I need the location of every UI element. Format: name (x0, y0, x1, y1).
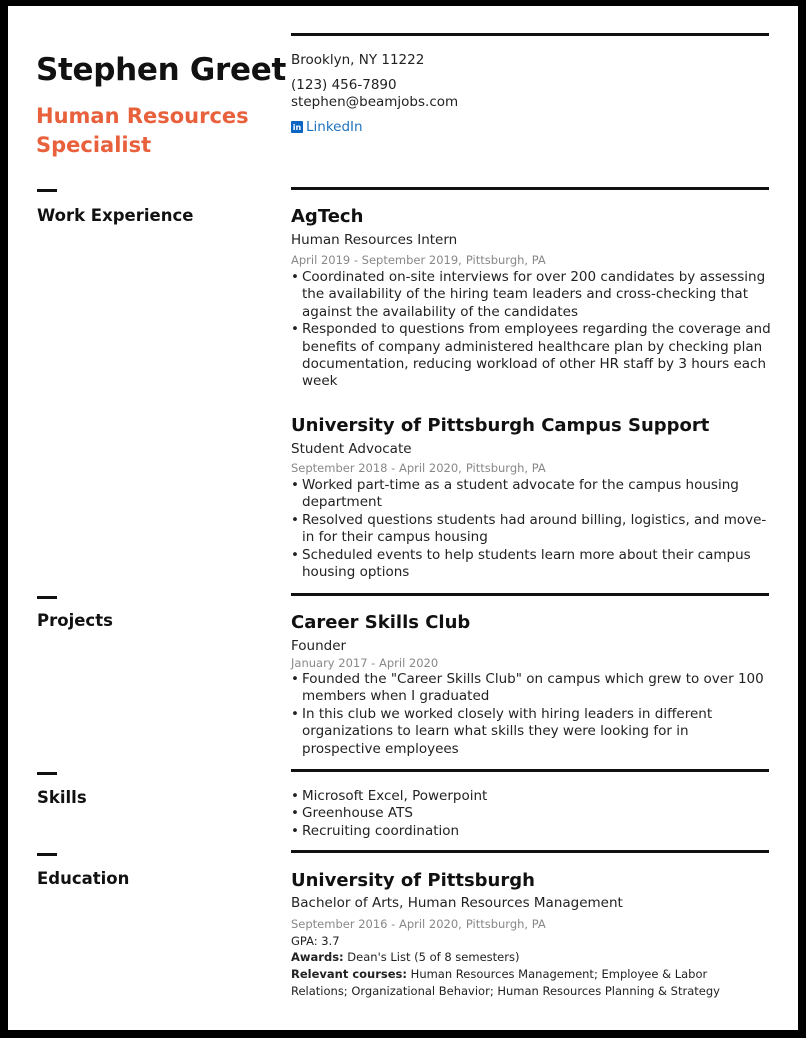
linkedin-link[interactable] (291, 119, 363, 135)
section-heading-projects: Projects (37, 611, 113, 630)
awards-label: Awards: (291, 950, 344, 964)
bullet-mark: • (291, 321, 299, 338)
section-rule-work (291, 187, 769, 190)
section-rule-education (291, 850, 769, 853)
header-rule (291, 33, 769, 36)
bullet-mark: • (291, 477, 299, 493)
list-item: • Worked part-time as a student advocate for the campus housing department (291, 477, 739, 511)
job-dates: September 2018 - April 2020 (291, 461, 459, 475)
education-meta: September 2016 - April 2020, Pittsburgh, PA (291, 917, 546, 931)
candidate-title: Human Resources Specialist (36, 104, 249, 157)
job-role: Human Resources Intern (291, 232, 458, 248)
courses-value: Human Resources Management; Employee & Labor Relations; Organizational Behavior; Human Resources Planning & Strategy (291, 967, 720, 998)
list-item: • Coordinated on-site interviews for over 200 candidates by assessing the availability of the hiring team leaders and cross-checking that against the availability of the candidates (291, 269, 766, 320)
section-heading-education: Education (37, 869, 130, 888)
bullet-mark: • (291, 805, 299, 822)
bullet-mark: • (291, 822, 299, 839)
section-dash-projects (37, 596, 57, 599)
section-dash-work (37, 189, 57, 192)
list-item: • In this club we worked closely with hiring leaders in different organizations to learn what skills they were looking for in prospective employees (291, 705, 713, 757)
section-heading-work: Work Experience (37, 206, 194, 225)
awards-line (291, 950, 519, 964)
job-dates: April 2019 - September 2019 (291, 253, 459, 267)
education-dates: September 2016 - April 2020 (291, 917, 459, 931)
section-rule-projects (291, 593, 769, 596)
contact-phone: (123) 456-7890 (291, 77, 397, 93)
job-org: AgTech (291, 206, 364, 227)
job-location: Pittsburgh, PA (465, 461, 546, 475)
list-item: • Recruiting coordination (291, 822, 460, 839)
list-item: • Responded to questions from employees regarding the coverage and benefits of company administered healthcare plan by checking plan documentation, reducing workload of other HR staff by 3 hours each week (291, 321, 771, 390)
section-dash-skills (37, 772, 57, 775)
degree: Bachelor of Arts (291, 895, 400, 911)
candidate-name: Stephen Greet (36, 52, 287, 88)
job-org: University of Pittsburgh Campus Support (291, 415, 710, 436)
skills-list (291, 788, 771, 840)
job-meta: September 2018 - April 2020, Pittsburgh, PA (291, 461, 546, 475)
job-bullets (291, 477, 771, 581)
contact-email[interactable]: stephen@beamjobs.com (291, 94, 459, 110)
job-location: Pittsburgh, PA (465, 253, 546, 267)
courses-label: Relevant courses: (291, 967, 408, 981)
linkedin-icon: in (292, 122, 302, 132)
gpa: GPA: 3.7 (291, 934, 340, 948)
list-item: • Resolved questions students had around billing, logistics, and move-in for their campus housing (291, 511, 767, 546)
section-heading-skills: Skills (37, 788, 87, 807)
linkedin-label: LinkedIn (306, 119, 363, 135)
bullet-mark: • (291, 546, 299, 563)
contact-address: Brooklyn, NY 11222 (291, 52, 425, 68)
job-bullets (291, 269, 771, 391)
list-item: • Founded the "Career Skills Club" on campus which grew to over 100 members when I graduated (291, 671, 764, 705)
project-bullets (291, 671, 771, 758)
job-role: Student Advocate (291, 441, 412, 457)
awards-value: Dean's List (5 of 8 semesters) (347, 950, 520, 964)
bullet-mark: • (291, 511, 299, 528)
education-location: Pittsburgh, PA (465, 917, 546, 931)
project-org: Career Skills Club (291, 612, 471, 633)
list-item: • Microsoft Excel, Powerpoint (291, 788, 488, 804)
job-meta: April 2019 - September 2019, Pittsburgh, PA (291, 253, 546, 267)
courses-line (291, 966, 751, 1000)
bullet-mark: • (291, 269, 299, 285)
bullet-mark: • (291, 788, 299, 804)
section-dash-education (37, 853, 57, 856)
bullet-mark: • (291, 671, 299, 687)
list-item: • Greenhouse ATS (291, 805, 413, 822)
list-item: • Scheduled events to help students learn more about their campus housing options (291, 546, 751, 581)
project-dates: January 2017 - April 2020 (291, 656, 439, 670)
section-rule-skills (291, 769, 769, 772)
degree-line: Bachelor of Arts, Human Resources Management (291, 895, 623, 911)
project-role: Founder (291, 638, 347, 654)
field-of-study: Human Resources Management (407, 895, 623, 911)
bullet-mark: • (291, 705, 299, 722)
school-name: University of Pittsburgh (291, 870, 535, 891)
